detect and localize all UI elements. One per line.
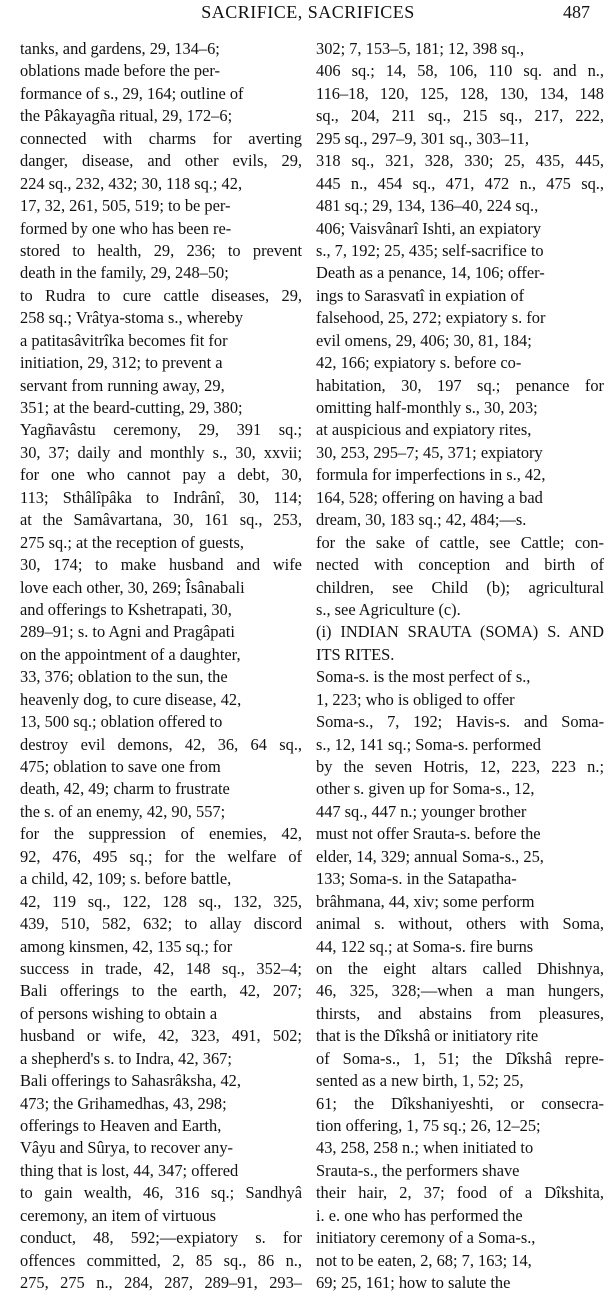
page-number: 487 bbox=[563, 2, 590, 22]
index-line: a shepherd's s. to Indra, 42, 367; bbox=[20, 1048, 232, 1068]
index-line: other s. given up for Soma-s., 12, bbox=[316, 779, 535, 799]
index-line: 275, 275 n., 284, 287, 289–91, 293– bbox=[20, 1273, 303, 1293]
index-line: formed by one who has been re- bbox=[20, 218, 232, 238]
index-line: elder, 14, 329; annual Soma-s., 25, bbox=[316, 846, 544, 866]
index-line: 13, 500 sq.; oblation offered to bbox=[20, 712, 223, 732]
index-line: 224 sq., 232, 432; 30, 118 sq.; 42, bbox=[20, 173, 243, 193]
index-line: on the appointment of a daughter, bbox=[20, 644, 241, 664]
index-line: formance of s., 29, 164; outline of bbox=[20, 83, 244, 103]
index-line: 30, 37; daily and monthly s., 30, xxvii; bbox=[20, 442, 303, 462]
index-line: to Rudra to cure cattle diseases, 29, bbox=[20, 285, 302, 305]
index-line: habitation, 30, 197 sq.; penance for bbox=[316, 375, 604, 395]
index-line: not to be eaten, 2, 68; 7, 163; 14, bbox=[316, 1250, 532, 1270]
index-line: 351; at the beard-cutting, 29, 380; bbox=[20, 398, 243, 417]
index-line: and offerings to Kshetrapati, 30, bbox=[20, 599, 232, 619]
index-line: danger, disease, and other evils, 29, bbox=[20, 151, 302, 171]
index-line: ITS RITES. bbox=[316, 644, 395, 664]
page-header bbox=[0, 0, 616, 30]
index-line: to gain wealth, 46, 316 sq.; Sandhyâ bbox=[20, 1183, 303, 1203]
index-line: love each other, 30, 269; Îsânabali bbox=[20, 577, 245, 597]
index-line: must not offer Srauta-s. before the bbox=[316, 824, 541, 844]
index-line: 30, 174; to make husband and wife bbox=[20, 555, 302, 575]
index-line: sented as a new birth, 1, 52; 25, bbox=[316, 1071, 524, 1091]
index-line: brâhmana, 44, xiv; some perform bbox=[316, 891, 535, 911]
index-line: Yagñavâstu ceremony, 29, 391 sq.; bbox=[20, 420, 302, 440]
index-line: animal s. without, others with Soma, bbox=[316, 914, 604, 934]
index-line: for one who cannot pay a debt, 30, bbox=[20, 465, 303, 485]
index-line: nected with conception and birth of bbox=[316, 555, 604, 575]
index-line: (i) INDIAN SRAUTA (SOMA) S. AND bbox=[316, 622, 604, 642]
index-line: 44, 122 sq.; at Soma-s. fire burns bbox=[316, 936, 534, 956]
index-line: 475; oblation to save one from bbox=[20, 757, 221, 776]
index-line: initiation, 29, 312; to prevent a bbox=[20, 353, 223, 373]
index-line: that is the Dîkshâ or initiatory rite bbox=[316, 1026, 539, 1046]
index-line: for the sake of cattle, see Cattle; con- bbox=[316, 532, 604, 552]
index-line: 473; the Grihamedhas, 43, 298; bbox=[20, 1093, 227, 1113]
index-line: s., see Agriculture (c). bbox=[316, 599, 461, 619]
index-line: success in trade, 42, 148 sq., 352–4; bbox=[20, 958, 302, 978]
index-line: 69; 25, 161; how to salute the bbox=[316, 1273, 511, 1293]
index-line: 92, 476, 495 sq.; for the welfare of bbox=[20, 846, 302, 866]
index-line: ings to Sarasvatî in expiation of bbox=[316, 285, 525, 305]
index-line: destroy evil demons, 42, 36, 64 sq., bbox=[20, 734, 303, 754]
index-line: Death as a penance, 14, 106; offer- bbox=[316, 263, 545, 283]
index-line: heavenly dog, to cure disease, 42, bbox=[20, 689, 242, 709]
index-line: 302; 7, 153–5, 181; 12, 398 sq., bbox=[316, 39, 525, 58]
index-line: 30, 253, 295–7; 45, 371; expiatory bbox=[316, 442, 543, 462]
index-line: connected with charms for averting bbox=[20, 128, 302, 148]
index-line: s., 7, 192; 25, 435; self-sacrifice to bbox=[316, 240, 544, 260]
index-line: falsehood, 25, 272; expiatory s. for bbox=[316, 308, 546, 328]
index-line: 1, 223; who is obliged to offer bbox=[316, 689, 515, 709]
index-line: stored to health, 29, 236; to prevent bbox=[20, 240, 303, 260]
index-line: i. e. one who has performed the bbox=[316, 1205, 523, 1225]
index-line: Soma-s. is the most perfect of s., bbox=[316, 667, 531, 687]
index-line: 445 n., 454 sq., 471, 472 n., 475 sq., bbox=[316, 173, 604, 193]
index-line: by the seven Hotris, 12, 223, 223 n.; bbox=[316, 757, 605, 776]
index-line: conduct, 48, 592;—expiatory s. for bbox=[20, 1228, 302, 1248]
index-line: 164, 528; offering on having a bad bbox=[316, 487, 543, 507]
index-line: initiatory ceremony of a Soma-s., bbox=[316, 1228, 536, 1248]
index-line: 318 sq., 321, 328, 330; 25, 435, 445, bbox=[316, 151, 605, 171]
index-line: the Pâkayagña ritual, 29, 172–6; bbox=[20, 106, 233, 126]
index-line: a child, 42, 109; s. before battle, bbox=[20, 869, 232, 889]
running-title: SACRIFICE, SACRIFICES bbox=[201, 2, 415, 22]
index-line: 42, 166; expiatory s. before co- bbox=[316, 353, 522, 373]
index-line: 43, 258, 258 n.; when initiated to bbox=[316, 1138, 534, 1158]
index-line: their hair, 2, 37; food of a Dîkshita, bbox=[316, 1183, 604, 1203]
index-line: children, see Child (b); agricultural bbox=[316, 577, 604, 597]
left-column bbox=[20, 38, 302, 1295]
index-line: 133; Soma-s. in the Satapatha- bbox=[316, 869, 517, 889]
index-line: 116–18, 120, 125, 128, 130, 134, 148 bbox=[316, 83, 604, 103]
index-line: s., 12, 141 sq.; Soma-s. performed bbox=[316, 734, 541, 754]
index-line: omitting half-monthly s., 30, 203; bbox=[316, 398, 538, 417]
index-line: of Soma-s., 1, 51; the Dîkshâ repre- bbox=[316, 1048, 605, 1068]
index-line: evil omens, 29, 406; 30, 81, 184; bbox=[316, 330, 532, 350]
index-line: 61; the Dîkshaniyeshti, or consecra- bbox=[316, 1093, 604, 1113]
index-line: offences committed, 2, 85 sq., 86 n., bbox=[20, 1250, 302, 1270]
index-line: husband or wife, 42, 323, 491, 502; bbox=[20, 1026, 302, 1046]
index-line: dream, 30, 183 sq.; 42, 484;—s. bbox=[316, 510, 527, 530]
index-line: 295 sq., 297–9, 301 sq., 303–11, bbox=[316, 128, 529, 148]
index-line: at the Samâvartana, 30, 161 sq., 253, bbox=[20, 510, 302, 530]
index-line: sq., 204, 211 sq., 215 sq., 217, 222, bbox=[316, 106, 605, 126]
index-line: formula for imperfections in s., 42, bbox=[316, 465, 546, 485]
index-line: Bali offerings to Sahasrâksha, 42, bbox=[20, 1071, 241, 1091]
index-line: 406 sq.; 14, 58, 106, 110 sq. and n., bbox=[316, 61, 604, 81]
index-line: on the eight altars called Dhishnya, bbox=[316, 958, 604, 978]
index-line: thing that is lost, 44, 347; offered bbox=[20, 1160, 239, 1180]
index-line: thirsts, and abstains from pleasures, bbox=[316, 1003, 604, 1023]
index-line: 17, 32, 261, 505, 519; to be per- bbox=[20, 196, 231, 216]
index-line: Srauta-s., the performers shave bbox=[316, 1160, 520, 1180]
index-line: among kinsmen, 42, 135 sq.; for bbox=[20, 936, 233, 956]
index-line: 258 sq.; Vrâtya-stoma s., whereby bbox=[20, 308, 244, 328]
index-line: 289–91; s. to Agni and Pragâpati bbox=[20, 622, 235, 642]
index-line: servant from running away, 29, bbox=[20, 375, 225, 395]
index-line: the s. of an enemy, 42, 90, 557; bbox=[20, 801, 226, 821]
index-line: 113; Sthâlîpâka to Indrânî, 30, 114; bbox=[20, 487, 303, 507]
index-line: tion offering, 1, 75 sq.; 26, 12–25; bbox=[316, 1116, 541, 1135]
index-line: 439, 510, 582, 632; to allay discord bbox=[20, 914, 303, 934]
index-line: Soma-s., 7, 192; Havis-s. and Soma- bbox=[316, 712, 605, 732]
index-line: at auspicious and expiatory rites, bbox=[316, 420, 532, 440]
index-line: Vâyu and Sûrya, to recover any- bbox=[20, 1138, 233, 1158]
index-line: tanks, and gardens, 29, 134–6; bbox=[20, 39, 220, 58]
right-column bbox=[316, 38, 604, 1295]
index-line: offerings to Heaven and Earth, bbox=[20, 1116, 222, 1135]
index-line: Bali offerings to the earth, 42, 207; bbox=[20, 981, 302, 1001]
index-line: oblations made before the per- bbox=[20, 61, 220, 81]
index-line: ceremony, an item of virtuous bbox=[20, 1205, 217, 1225]
index-line: of persons wishing to obtain a bbox=[20, 1003, 218, 1023]
index-line: a patitasâvitrîka becomes fit for bbox=[20, 330, 228, 350]
index-line: 481 sq.; 29, 134, 136–40, 224 sq., bbox=[316, 196, 539, 216]
index-line: death in the family, 29, 248–50; bbox=[20, 263, 229, 283]
index-line: 406; Vaisvânarî Ishti, an expiatory bbox=[316, 218, 542, 238]
index-line: 42, 119 sq., 122, 128 sq., 132, 325, bbox=[20, 891, 302, 911]
index-line: death, 42, 49; charm to frustrate bbox=[20, 779, 230, 799]
index-line: 447 sq., 447 n.; younger brother bbox=[316, 801, 527, 821]
index-line: for the suppression of enemies, 42, bbox=[20, 824, 303, 844]
index-line: 275 sq.; at the reception of guests, bbox=[20, 532, 244, 552]
index-line: 46, 325, 328;—when a man hungers, bbox=[316, 981, 604, 1001]
index-line: 33, 376; oblation to the sun, the bbox=[20, 667, 228, 687]
